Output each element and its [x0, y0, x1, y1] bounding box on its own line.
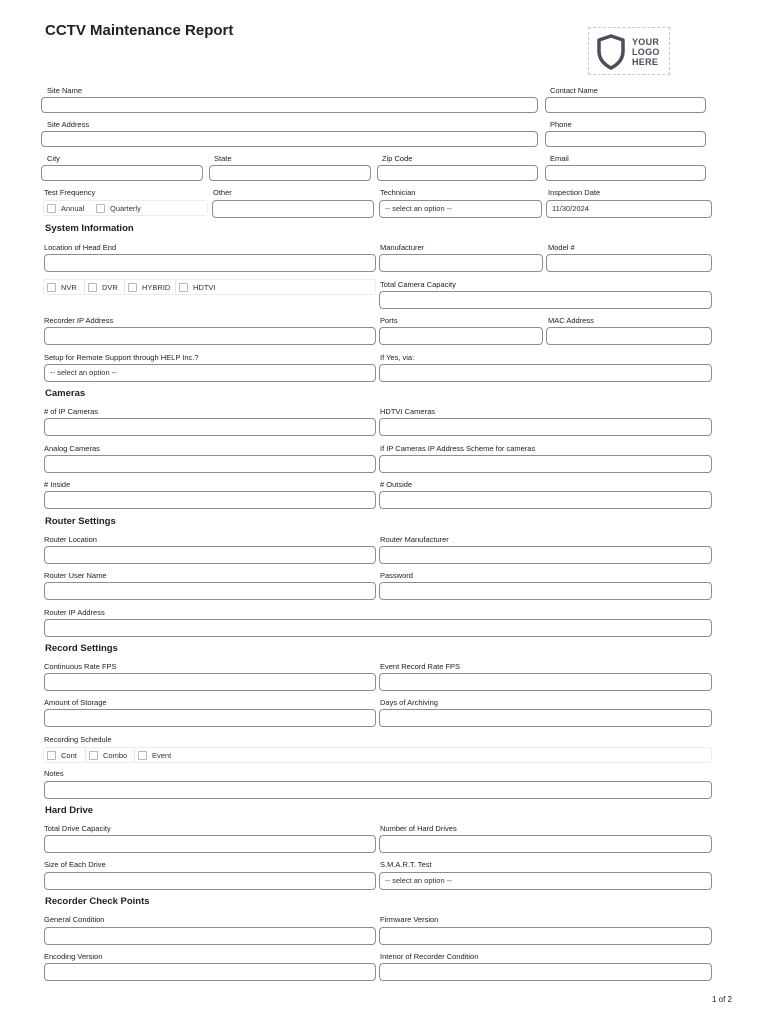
section-record-settings: Record Settings — [45, 643, 118, 654]
total-camera-capacity-label: Total Camera Capacity — [380, 280, 456, 289]
num-inside-label: # Inside — [44, 480, 71, 489]
inspection-date-label: Inspection Date — [548, 188, 601, 197]
other-label: Other — [213, 188, 232, 197]
frequency-annual-option[interactable]: Annual — [47, 201, 84, 215]
frequency-quarterly-option[interactable]: Quarterly — [96, 201, 141, 215]
shield-icon — [596, 33, 626, 71]
city-input[interactable] — [41, 165, 203, 181]
section-cameras: Cameras — [45, 388, 86, 399]
general-condition-input[interactable] — [44, 927, 376, 945]
test-frequency-group — [43, 200, 208, 216]
recorder-type-nvr-option[interactable]: NVR — [47, 280, 77, 294]
amount-of-storage-input[interactable] — [44, 709, 376, 727]
smart-test-select[interactable]: -- select an option -- — [379, 872, 712, 890]
days-of-archiving-label: Days of Archiving — [380, 698, 438, 707]
recorder-type-hybrid-option[interactable]: HYBRID — [124, 280, 170, 294]
router-manufacturer-label: Router Manufacturer — [380, 535, 449, 544]
other-input[interactable] — [212, 200, 374, 218]
section-router-settings: Router Settings — [45, 516, 116, 527]
recorder-ip-label: Recorder IP Address — [44, 316, 114, 325]
recorder-type-dvr-option[interactable]: DVR — [84, 280, 118, 294]
number-of-hard-drives-label: Number of Hard Drives — [380, 824, 457, 833]
days-of-archiving-input[interactable] — [379, 709, 712, 727]
router-user-name-input[interactable] — [44, 582, 376, 600]
router-user-name-label: Router User Name — [44, 571, 107, 580]
remote-support-select[interactable]: -- select an option -- — [44, 364, 376, 382]
size-of-each-drive-label: Size of Each Drive — [44, 860, 106, 869]
password-label: Password — [380, 571, 413, 580]
firmware-version-input[interactable] — [379, 927, 712, 945]
if-yes-via-label: If Yes, via: — [380, 353, 415, 362]
amount-of-storage-label: Amount of Storage — [44, 698, 107, 707]
num-outside-label: # Outside — [380, 480, 413, 489]
interior-condition-label: Interior of Recorder Condition — [380, 952, 479, 961]
checkbox-icon[interactable] — [179, 283, 188, 292]
remote-support-label: Setup for Remote Support through HELP Inc.? — [44, 353, 199, 362]
if-yes-via-input[interactable] — [379, 364, 712, 382]
hdtvi-cameras-label: HDTVI Cameras — [380, 407, 436, 416]
event-record-rate-label: Event Record Rate FPS — [380, 662, 461, 671]
num-outside-input[interactable] — [379, 491, 712, 509]
interior-condition-input[interactable] — [379, 963, 712, 981]
phone-label: Phone — [550, 120, 572, 129]
zip-code-input[interactable] — [377, 165, 538, 181]
ports-label: Ports — [380, 316, 398, 325]
checkbox-icon[interactable] — [88, 283, 97, 292]
recording-schedule-group — [43, 747, 712, 763]
page-title: CCTV Maintenance Report — [45, 22, 234, 39]
site-address-input[interactable] — [41, 131, 538, 147]
num-ip-cameras-label: # of IP Cameras — [44, 407, 99, 416]
analog-cameras-label: Analog Cameras — [44, 444, 100, 453]
site-address-label: Site Address — [47, 120, 90, 129]
model-input[interactable] — [546, 254, 712, 272]
firmware-version-label: Firmware Version — [380, 915, 439, 924]
router-ip-label: Router IP Address — [44, 608, 105, 617]
phone-input[interactable] — [545, 131, 706, 147]
mac-address-label: MAC Address — [548, 316, 594, 325]
section-hard-drive: Hard Drive — [45, 805, 94, 816]
test-frequency-label: Test Frequency — [44, 188, 96, 197]
notes-label: Notes — [44, 769, 64, 778]
checkbox-icon[interactable] — [96, 204, 105, 213]
model-label: Model # — [548, 243, 575, 252]
city-label: City — [47, 154, 60, 163]
event-record-rate-input[interactable] — [379, 673, 712, 691]
mac-address-input[interactable] — [546, 327, 712, 345]
manufacturer-input[interactable] — [379, 254, 543, 272]
total-drive-capacity-label: Total Drive Capacity — [44, 824, 111, 833]
page-number: 1 of 2 — [711, 995, 732, 1004]
router-location-label: Router Location — [44, 535, 97, 544]
total-drive-capacity-input[interactable] — [44, 835, 376, 853]
checkbox-icon[interactable] — [89, 751, 98, 760]
technician-select[interactable]: -- select an option -- — [379, 200, 542, 218]
state-input[interactable] — [209, 165, 371, 181]
num-inside-input[interactable] — [44, 491, 376, 509]
recorder-type-group — [43, 279, 376, 295]
email-label: Email — [550, 154, 569, 163]
router-ip-input[interactable] — [44, 619, 712, 637]
general-condition-label: General Condition — [44, 915, 105, 924]
contact-name-input[interactable] — [545, 97, 706, 113]
location-head-end-label: Location of Head End — [44, 243, 117, 252]
ports-input[interactable] — [379, 327, 543, 345]
checkbox-icon[interactable] — [47, 204, 56, 213]
schedule-event-option[interactable]: Event — [134, 748, 171, 762]
location-head-end-input[interactable] — [44, 254, 376, 272]
state-label: State — [214, 154, 232, 163]
smart-test-label: S.M.A.R.T. Test — [380, 860, 432, 869]
notes-input[interactable] — [44, 781, 712, 799]
recording-schedule-label: Recording Schedule — [44, 735, 112, 744]
checkbox-icon[interactable] — [128, 283, 137, 292]
router-manufacturer-input[interactable] — [379, 546, 712, 564]
schedule-combo-option[interactable]: Combo — [85, 748, 127, 762]
zip-code-label: Zip Code — [382, 154, 413, 163]
encoding-version-label: Encoding Version — [44, 952, 103, 961]
encoding-version-input[interactable] — [44, 963, 376, 981]
manufacturer-label: Manufacturer — [380, 243, 425, 252]
continuous-rate-label: Continuous Rate FPS — [44, 662, 117, 671]
site-name-label: Site Name — [47, 86, 83, 95]
checkbox-icon[interactable] — [138, 751, 147, 760]
inspection-date-input[interactable]: 11/30/2024 — [546, 200, 712, 218]
schedule-cont-option[interactable]: Cont — [47, 748, 77, 762]
total-camera-capacity-input[interactable] — [379, 291, 712, 309]
site-name-input[interactable] — [41, 97, 538, 113]
analog-cameras-input[interactable] — [44, 455, 376, 473]
password-input[interactable] — [379, 582, 712, 600]
section-system-information: System Information — [45, 223, 134, 234]
recorder-type-hdtvi-option[interactable]: HDTVI — [175, 280, 216, 294]
contact-name-label: Contact Name — [550, 86, 598, 95]
size-of-each-drive-input[interactable] — [44, 872, 376, 890]
checkbox-icon[interactable] — [47, 751, 56, 760]
num-ip-cameras-input[interactable] — [44, 418, 376, 436]
technician-label: Technician — [380, 188, 416, 197]
hdtvi-cameras-input[interactable] — [379, 418, 712, 436]
logo-placeholder — [588, 27, 670, 75]
ip-scheme-label: If IP Cameras IP Address Scheme for cameras — [380, 444, 536, 453]
section-recorder-check-points: Recorder Check Points — [45, 896, 150, 907]
ip-scheme-input[interactable] — [379, 455, 712, 473]
router-location-input[interactable] — [44, 546, 376, 564]
continuous-rate-input[interactable] — [44, 673, 376, 691]
checkbox-icon[interactable] — [47, 283, 56, 292]
number-of-hard-drives-input[interactable] — [379, 835, 712, 853]
logo-text: YOUR LOGO HERE — [632, 37, 660, 67]
recorder-ip-input[interactable] — [44, 327, 376, 345]
email-input[interactable] — [545, 165, 706, 181]
